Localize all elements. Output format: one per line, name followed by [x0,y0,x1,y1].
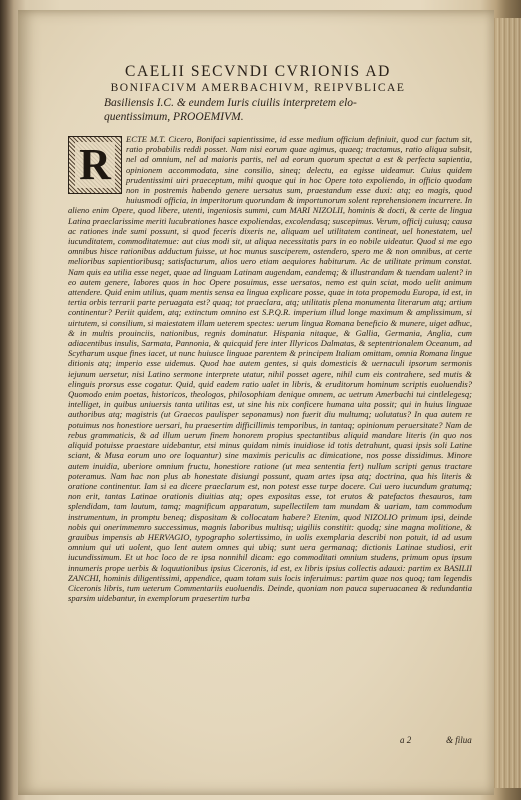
catchword: & filua [446,735,472,745]
body-text [68,134,472,744]
heading-line-4: quentissimum, PROOEMIVM. [104,111,244,123]
heading-line-1: CAELII SECVNDI CVRIONIS AD [125,63,391,80]
decorated-initial [68,136,122,194]
heading-line-3: Basiliensis I.C. & eundem Iuris ciuilis interpretem elo- [104,97,357,109]
signature-mark: a 2 [400,735,412,745]
page-edges [491,18,521,788]
heading-line-2: BONIFACIVM AMERBACHIVM, REIPVBLICAE [110,82,406,94]
heading [48,62,468,124]
initial-letter: R [75,142,115,188]
body-paragraph: ECTE M.T. Cicero, Bonifaci sapientissime, id esse medium officium definiuit, quod cur factum sit, ratio probabilis reddi posset. Nam nisi eorum quae agimus, quaeq; tractamus, ratio aliqua subsit, nel ad omnium, nel ad maioris partis, nel ad eorum quorum spectat a est & perfecta sapientia, opinionem accommodata, sine consilio, sineq; delectu, ea egisse uideamur. Cuius quidem prudentissimi uiri praeceptum, mihi quoque qui in hoc Opere toto expoliendo, in officio quodam non in postremis habendo genere uersatus sum, praestandum esse duxi: atq; eo magis, quod huiusmodi officia, in imperitorum quorundam & importunorum solent reprehensionem incurrere. In alieno enim Opere, quod libere, utenti, ingeniosis summi, cum MARI NIZOLII, hominis & docti, & certe de lingua Latina praeclarissime meriti lucubrationes hasce expoliendas, excolendasq; suscepimus. Verum, officij cuiusq; causa ac rationes inde sumi possunt, si quod feceris dixeris ne, aliquam uel utilitatem contineat, uel honestatem, uel iucunditatem, commoditatemue: aut cius modi sit, ut aliqua necessitatis pars in eo nobile uideatur. Quod si me ego omnibus hisce rationibus adductum fuisse, ut hoc munus susciperem, ostendero, spero me & non omnibus, at certe melioribus sapientioribusq; satisfacturum, alios uero etiam aequiores habiturum. Ac de utilitate primum constat. Nam quis ea utilia esse neget, quae ad linguam Latinam augendam, eandemq; & illustrandam & tuendam ualent? in eo autem genere, labores quos in hoc Opere posuimus, esse uersatos, nemo est quin sciat, modo uelit animum attendere. Quid enim utilius, quam mentis sensa ea lingua explicare posse, quae in tota propemodu Europa, id est, in tertia orbis terrarii parte peruagata est? quaq; tot praeclara, atq; utilitatis plena monumenta literarum atq; artium continentur? Periit quidem, atq; extinctum omnino est S.P.Q.R. imperium illud longe maximum & amplissimum, si uirtutem, si consilium, si maiestatem illam ueterem spectes: uerum lingua Romana beneficio & munere, uiget adhuc, & in multis prouinciis, nationibus, regnis dominatur. Hispania nitaque, & Gallia, Germania, Anglia, cum adiacentibus insulis, Sarmata, Pannonia, & quicquid fere inter Illyricos Dalmatas, & septentrionalem Oceanum, ad Scytharum usque fines iacet, ut nunc huiusce linguae parentem & principem Italiam omittam, omnia Romana lingue ditionis atq; imperio esse uidemus. Quod hae autem gentes, si quis domesticis & uernaculi ipsorum sermonis iejunum uersetur, nisi Latino sermone interprete utatur, nihil posset agere, nihil cum eis contrahere, sed mutis & elinguis prorsus esse cogatur. Quid, quid eadem ratio ualet in libris, & eruditorum hominum scriptis euoluendis? Quomodo enim poetas, historicos, theologos, philosophiam denique omnem, ac uetrum Amerbachi tui cintlelegesq; intelliget, in quibus uniuersis tanta utilitas est, ut sine his nix conficere humana uita possit; qui in huius linguae authoribus atq; magistris (ut Graecos paulisper seponamus) non fuerit diu multumq; uolutatus? In qua autem re potuimus nos honestiore uersari, hu praesertim difficillimis temporibus, in tantaq; opinionum peruersitate? Nam de rebus grammaticis, & ad illum uerum finem honorem propius spectantibus aliquid mandare literis (in quo nos aliquid potuisse praestare uidebantur, etsi minus quidam nimis inuidiose id totis detrahunt, quasi ipsis soli Latine sciant, & Musa eorum uno ore loquantur) sine maximis periculis ac dimicatione, nos posse dissidimus. Minore autem inuidia, uberiore omnium fructu, honestiore ratione (ut mea sententia fert) nullum scripti genus tractare poteramus. Nam hac non plus ab honestate disiungi possunt, quam artes ipsa atq; doctrina, qua his literis & oratione continentur. Iam si ea dicere praeclarum est, non potest esse turpe docere. Cui uero iucundum gratumq; non erit, tantas Latinae orationis diuitias atq; opes expositas esse, tot erutos & patefactos thesauros, tam splendidam, tam lautum, tamq; magnificum apparatum, supellectilem tam mundam & uariam, tam commodum instrumentum, in promptu beneq; dispositam & collocatam habere? Etenim, quod NIZOLIO primum ipsi, deinde nobis qui onerimmemro successimus, magnis laboribus multisq; uigiliis constitit: quodq; sine magna molitione, & grauibus impensis ab HERVAGIO, typographo solertissimo, in uolis exemplaria describi non potuit, id ad usum omnium qui uti uolent, quo lent autem omnes qui ubiq; sunt uera germanaq; dictionis Latinae studiosi, erit iucundissimum. Et ut hoc loco de re ipsa nonnihil dicam: ego commoditati omnium studens, primum opus ipsum innumeris prope uerbis & loquutionibus ipsius Ciceronis, id est, ex libris ipsius collectis adauxi: partim ex BASILII ZANCHI, hominis diligentissimi, appendice, quam totam suis locis inferuimus: partim quae nos quoq; tam legendis Ciceronis libris, tum ueterum Commentariis euoluendis. Deinde, quoniam non pauca superuacanea & redundantia sparsim uidebantur, in exemplorum praesertim turba [68,134,472,604]
